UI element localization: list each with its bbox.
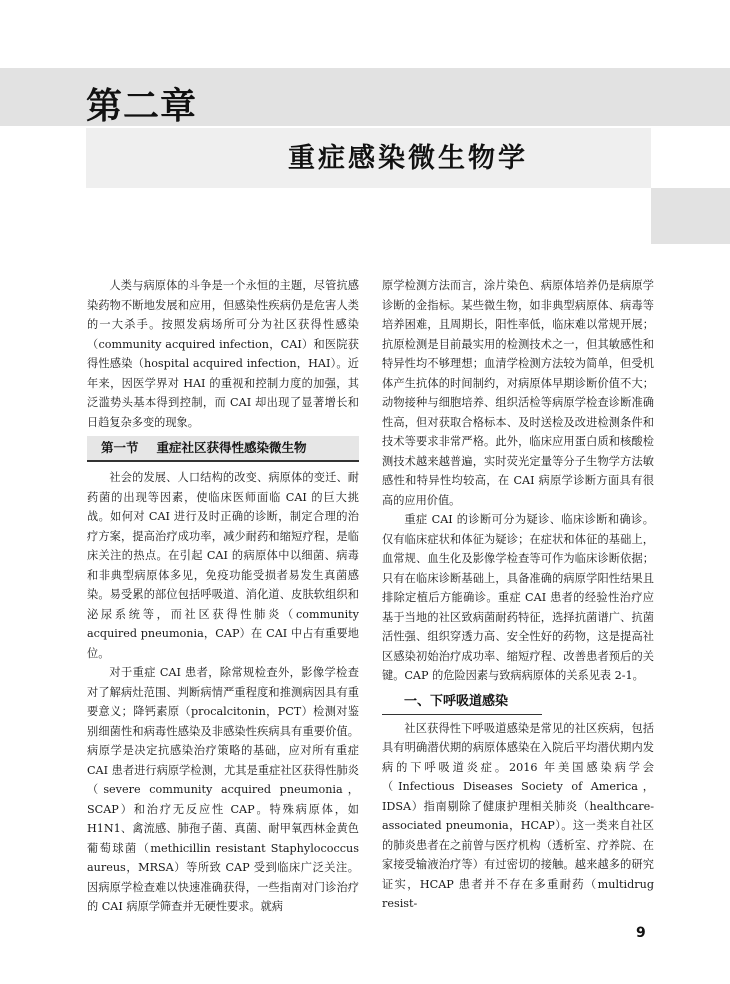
body-paragraph: 重症 CAI 的诊断可分为疑诊、临床诊断和确诊。仅有临床症状和体征为疑诊；在症状和体征的基础上，血常规、血生化及影像学检查等可作为临床诊断依据；只有在临床诊断基础上，具备准确的病原学阳性结果且排除定植后方能确诊。重症 CAI 患者的经验性治疗应基于当地的社区致病菌耐药特征，选择抗菌谱广、抗菌活性强、组织穿透力高、安全性好的药物，这是提高社区感染初始治疗成功率、缩短疗程、改善患者预后的关键。CAP 的危险因素与致病病原体的关系见表 2-1。 bbox=[382, 513, 654, 682]
chapter-decor-block bbox=[651, 188, 730, 244]
section-title: 重症社区获得性感染微生物 bbox=[156, 440, 307, 456]
body-paragraph: 社会的发展、人口结构的改变、病原体的变迁、耐药菌的出现等因素，使临床医师面临 CAI 的巨大挑战。如何对 CAI 进行及时正确的诊断，制定合理的治疗方案，提高治疗成功率，减少耐药和缩短疗程，是临床关注的热点。在引起 CAI 的病原体中以细菌、病毒和非典型病原体多见，免疫功能受损者易发生真菌感染。易受累的部位包括呼吸道、消化道、皮肤软组织和泌尿系统等，而社区获得性肺炎（community acquired pneumonia，CAP）在 CAI 中占有重要地位。 bbox=[87, 471, 359, 660]
chapter-label: 第二章 bbox=[86, 86, 198, 127]
body-paragraph: 原学检测方法而言，涂片染色、病原体培养仍是病原学诊断的金指标。某些微生物，如非典型病原体、病毒等培养困难，且周期长，阳性率低，临床难以常规开展；抗原检测是目前最实用的检测技术之一，但其敏感性和特异性均不够理想；血清学检测方法较为简单，但受机体产生抗体的时间制约，对病原体早期诊断价值不大；动物接种与细胞培养、组织活检等病原学检查诊断准确性高，但对获取合格标本、及时送检及改进检测条件和技术等要求非常严格。此外，临床应用蛋白质和核酸检测技术越来越普遍，实时荧光定量等分子生物学方法敏感性和特异性均较高，在 CAI 病原学诊断方面具有很高的应用价值。 bbox=[382, 279, 654, 507]
left-column bbox=[87, 276, 359, 917]
intro-paragraph: 人类与病原体的斗争是一个永恒的主题，尽管抗感染药物不断地发展和应用，但感染性疾病仍是危害人类的一大杀手。按照发病场所可分为社区获得性感染（community acquired infection，CAI）和医院获得性感染（hospital acquired infection，HAI）。近年来，因医学界对 HAI 的重视和控制力度的加强，其泛滥势头基本得到控制，而 CAI 却出现了显著增长和日趋复杂多变的现象。 bbox=[87, 279, 359, 429]
chapter-title: 重症感染微生物学 bbox=[288, 143, 528, 174]
body-paragraph: 对于重症 CAI 患者，除常规检查外，影像学检查对了解病灶范围、判断病情严重程度和推测病因具有重要意义；降钙素原（procalcitonin，PCT）检测对鉴别细菌性和病毒性感染及非感染性疾病具有重要价值。病原学是决定抗感染治疗策略的基础，应对所有重症 CAI 患者进行病原学检测，尤其是重症社区获得性肺炎（severe community acquired pneumonia，SCAP）和治疗无反应性 CAP。特殊病原体，如 H1N1、禽流感、肺孢子菌、真菌、耐甲氧西林金黄色葡萄球菌（methicillin resistant Staphylococcus aureus，MRSA）等所致 CAP 受到临床广泛关注。因病原学检查难以快速准确获得，一些指南对门诊治疗的 CAI 病原学筛查并无硬性要求。就病 bbox=[87, 666, 359, 913]
body-paragraph: 社区获得性下呼吸道感染是常见的社区疾病，包括具有明确潜伏期的病原体感染在入院后平均潜伏期内发病的下呼吸道炎症。2016 年美国感染病学会（Infectious Diseases Society of America，IDSA）指南剔除了健康护理相关肺炎（healthcare-associated pneumonia，HCAP）。这一类来自社区的肺炎患者在之前曾与医疗机构（透析室、疗养院、在家接受输液治疗等）有过密切的接触。越来越多的研究证实，HCAP 患者并不存在多重耐药（multidrug resist- bbox=[382, 721, 654, 910]
section-number: 第一节 bbox=[101, 440, 139, 456]
subsection-heading: 一、下呼吸道感染 bbox=[382, 690, 542, 715]
right-column bbox=[382, 276, 654, 914]
page-number: 9 bbox=[636, 925, 646, 941]
section-heading bbox=[87, 436, 359, 462]
